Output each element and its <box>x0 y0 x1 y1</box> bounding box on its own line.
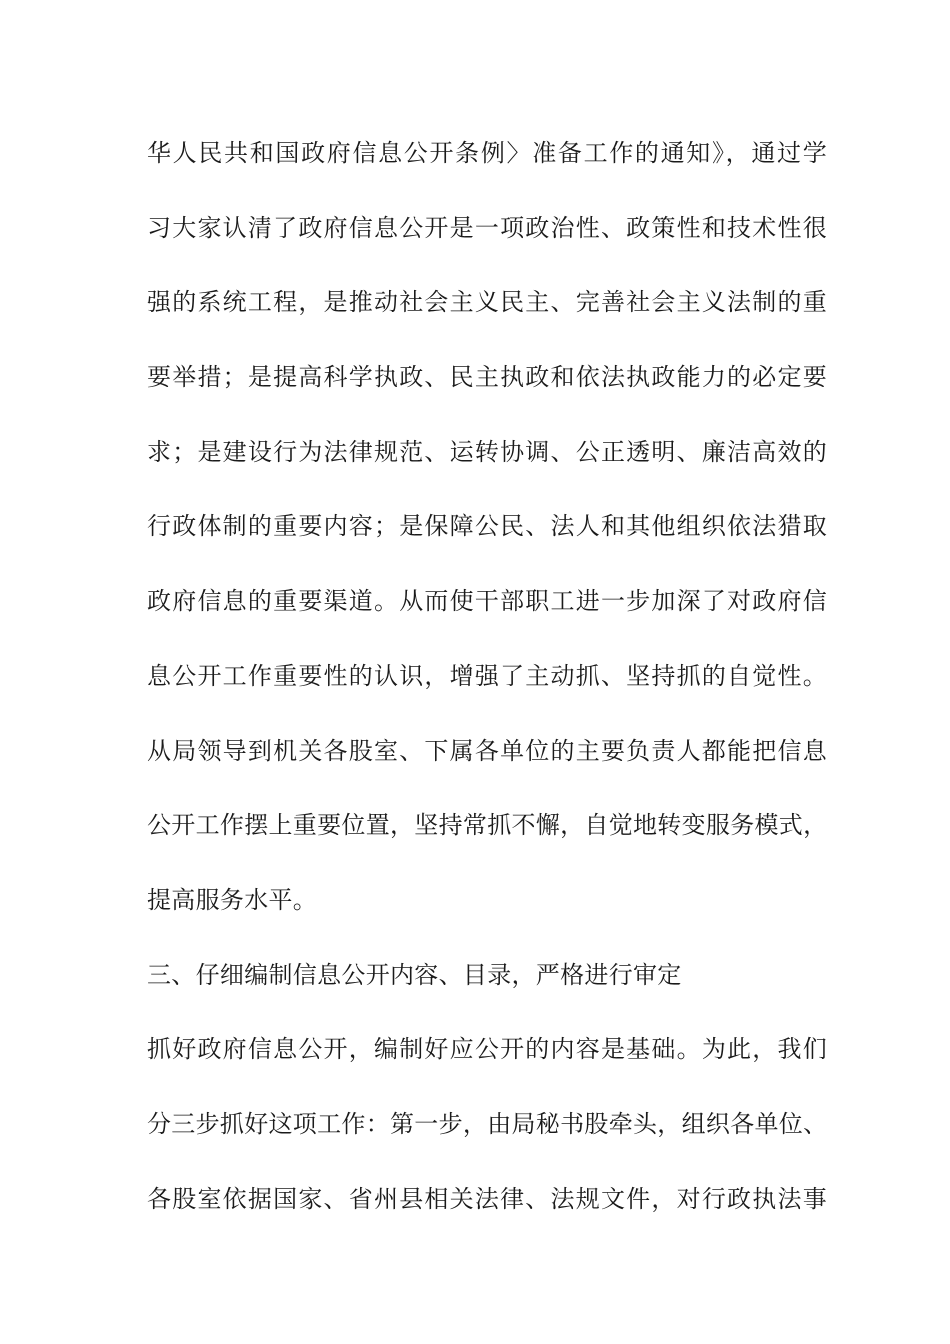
text-line: 华人民共和国政府信息公开条例〉准备工作的通知》，通过学 <box>147 139 827 167</box>
body-text <box>147 133 827 1253</box>
section-heading: 三、仔细编制信息公开内容、目录，严格进行审定 <box>147 960 682 989</box>
text-line: 提高服务水平。 <box>147 885 318 914</box>
text-line: 分三步抓好这项工作：第一步，由局秘书股牵头，组织各单位、 <box>147 1109 828 1138</box>
text-line: 政府信息的重要渠道。从而使干部职工进一步加深了对政府信 <box>147 587 827 616</box>
text-line: 求；是建设行为法律规范、运转协调、公正透明、廉洁高效的 <box>147 437 827 466</box>
text-line: 要举措；是提高科学执政、民主执政和依法执政能力的必定要 <box>147 363 827 392</box>
text-line: 习大家认清了政府信息公开是一项政治性、政策性和技术性很 <box>147 213 827 242</box>
text-line: 行政体制的重要内容；是保障公民、法人和其他组织依法猎取 <box>147 512 827 541</box>
text-line: 强的系统工程，是推动社会主义民主、完善社会主义法制的重 <box>147 288 827 317</box>
text-line: 公开工作摆上重要位置，坚持常抓不懈，自觉地转变服务模式， <box>147 811 828 840</box>
text-line: 从局领导到机关各股室、下属各单位的主要负责人都能把信息 <box>147 736 827 765</box>
text-line: 抓好政府信息公开，编制好应公开的内容是基础。为此，我们 <box>147 1035 827 1064</box>
text-line: 息公开工作重要性的认识，增强了主动抓、坚持抓的自觉性。 <box>147 661 827 690</box>
text-line: 各股室依据国家、省州县相关法律、法规文件，对行政执法事 <box>147 1184 827 1213</box>
